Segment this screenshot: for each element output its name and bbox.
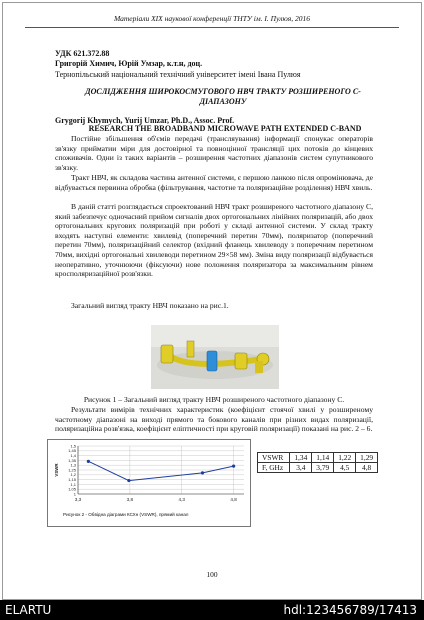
table-cell: 1,22 — [334, 453, 356, 463]
title-ukrainian: ДОСЛІДЖЕННЯ ШИРОКОСМУГОВОГО НВЧ ТРАКТУ РОЗШИРЕНОГО С-ДІАПАЗОНУ — [85, 87, 361, 106]
paragraph-4: Загальний вигляд тракту НВЧ показано на рис.1. — [71, 301, 229, 310]
paragraph-1: Постійне збільшення об'ємів передачі (трансляування) інформації спонукає операторів зв'язку прийматии міри для достовірної та повноцінної трансляції цих потоків до кінцевих споживачів. Одни із таких варіантів – розширення частотних діапазонів систем супутникового зв'язку. — [55, 134, 373, 172]
vswr-table — [257, 452, 378, 473]
vswr-data-point — [87, 460, 90, 463]
table-cell: 1,34 — [290, 453, 312, 463]
y-tick-label: 1 — [73, 491, 76, 497]
y-tick-label: 1,2 — [70, 472, 76, 478]
y-tick-label: 1,25 — [68, 467, 76, 473]
y-tick-label: 1,35 — [68, 457, 76, 463]
table-cell: 1,29 — [356, 453, 378, 463]
y-tick-label: 1,3 — [70, 462, 76, 468]
y-tick-label: 1,4 — [70, 453, 76, 458]
footer-repository[interactable]: ELARTU — [5, 603, 52, 617]
document-page — [2, 2, 422, 600]
paragraph-5: Результати вимірів технічних характеристик (коефіцієнт стоячої хвилі у розширеному частотному діапазоні на виході прямого та бокового каналів при різних видах поляризації, поляризаційна розв'язка, коефіцієнт еліптичності при круговій поляризації) показані на рис. 2 – 6. — [55, 405, 373, 434]
table-cell: 3,4 — [290, 463, 312, 473]
header-rule — [25, 27, 399, 28]
table-cell: 4,5 — [334, 463, 356, 473]
figure-1-caption: Рисунок 1 – Загальний вигляд тракту НВЧ розширеного частотного діапазону С. — [83, 395, 345, 404]
table-cell: 4,8 — [356, 463, 378, 473]
x-tick-label: 4,3 — [178, 497, 185, 502]
table-cell: VSWR — [258, 453, 290, 463]
footer-handle[interactable]: hdl:123456789/17413 — [283, 603, 417, 617]
vswr-data-point — [201, 471, 204, 474]
y-tick-label: 1,45 — [68, 448, 76, 454]
conference-header: Матеріали ХІХ наукової конференції ТНТУ ім. І. Пулюя, 2016 — [113, 14, 310, 23]
y-tick-label: 1,15 — [68, 477, 76, 482]
affiliation: Тернопільський національний технічний університет імені Івана Пулюя — [55, 70, 301, 79]
vswr-data-point — [232, 465, 235, 468]
page-number: 100 — [206, 570, 218, 579]
vswr-data-point — [127, 479, 130, 482]
paragraph-2: Тракт НВЧ, як складова частина антенної системи, є першою ланкою після опромінювача, де відбувається первинна обробка (фільтрування, частотне та поляризаційне розділення) НВЧ хвиль. — [55, 173, 373, 192]
table-row — [258, 463, 378, 473]
x-tick-label: 4,8 — [230, 497, 237, 502]
y-tick-label: 1,5 — [70, 443, 76, 449]
x-tick-label: 3,8 — [126, 497, 134, 502]
authors: Григорій Химич, Юрій Умзар, к.т.н, доц. — [55, 59, 203, 68]
microwave-path-photo — [151, 325, 279, 389]
table-cell: F, GHz — [258, 463, 290, 473]
y-tick-label: 1,1 — [70, 481, 76, 487]
x-tick-label: 3,3 — [74, 497, 82, 502]
y-axis-label: VSWR — [54, 463, 59, 477]
paragraph-3: В даній статті розглядається спроектований НВЧ тракт розширеного частотного діапазону С, який забезпечує одночасний прийом сигналів двох ортогональних лінійних поляризацій, або двох ортогональних кругових поляризацій при роботі у складі антенної системи. У склад тракту входять наступні елементи: хвилевід (поперечний перетин 70мм), поляризатор (поперечний перетин 70мм), поляризаційний селектор (вхідний фланець хвилеводу з поперечним перетином 70мм, вихідні ортогональні хвилеводи перетином 29×58 мм). Зміна виду поляризації відбувається неоперативно, уточнюючи (фіксуючи) нове положення поляризатора за максимальним рівнем кросполяризаційної розв'язки. — [55, 202, 373, 279]
y-tick-label: 1,05 — [68, 486, 76, 492]
udk-code: УДК 621.372.88 — [55, 49, 110, 58]
vswr-series-line — [88, 461, 233, 480]
title-english: RESEARCH THE BROADBAND MICROWAVE PATH EXTENDED C-BAND — [88, 124, 362, 133]
chart-caption: Рисунок 2 - Обвідна діаграми КСХн (VSWR), прямий канал — [63, 512, 189, 517]
table-cell: 3,79 — [312, 463, 334, 473]
table-row — [258, 453, 378, 463]
footer-bar — [0, 600, 424, 620]
table-cell: 1,14 — [312, 453, 334, 463]
authors-english: Grygorij Khymych, Yurij Umzar, Ph.D., Assoc. Prof. — [55, 116, 235, 125]
